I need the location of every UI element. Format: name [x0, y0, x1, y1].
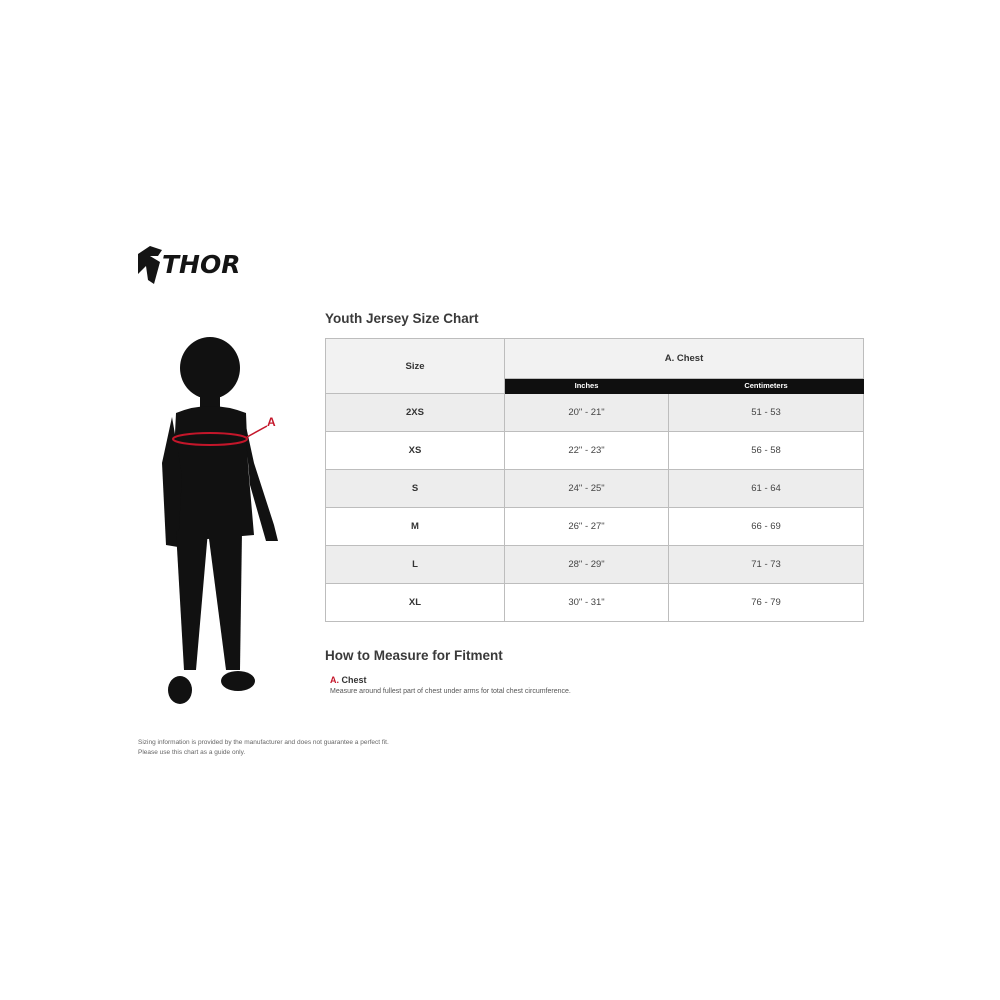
size-cell: L: [326, 546, 505, 584]
centimeters-column-header: Centimeters: [669, 378, 864, 393]
chest-column-header: A. Chest: [505, 339, 864, 379]
inches-cell: 22" - 23": [505, 432, 669, 470]
inches-column-header: Inches: [505, 378, 669, 393]
cm-cell: 71 - 73: [669, 546, 864, 584]
table-row: [326, 546, 864, 584]
disclaimer-line: Sizing information is provided by the manufacturer and does not guarantee a perfect fit.: [138, 739, 389, 746]
table-row: [326, 432, 864, 470]
size-column-header: Size: [326, 339, 505, 394]
cm-cell: 76 - 79: [669, 584, 864, 622]
size-cell: S: [326, 470, 505, 508]
marker-leader-line: [247, 426, 267, 437]
silhouette-body: [162, 337, 278, 704]
cm-cell: 51 - 53: [669, 394, 864, 432]
size-cell: XL: [326, 584, 505, 622]
measure-label-text: Chest: [341, 675, 367, 685]
size-cell: M: [326, 508, 505, 546]
table-row: [326, 508, 864, 546]
measure-title: How to Measure for Fitment: [325, 648, 503, 663]
size-table: [325, 338, 864, 622]
cm-cell: 66 - 69: [669, 508, 864, 546]
table-row: [326, 470, 864, 508]
inches-cell: 26" - 27": [505, 508, 669, 546]
inches-cell: 20" - 21": [505, 394, 669, 432]
child-silhouette: [150, 335, 290, 710]
size-cell: 2XS: [326, 394, 505, 432]
measure-letter: A.: [330, 675, 339, 685]
size-cell: XS: [326, 432, 505, 470]
cm-cell: 56 - 58: [669, 432, 864, 470]
logo-text: THOR: [162, 250, 241, 279]
table-row: [326, 394, 864, 432]
inches-cell: 30" - 31": [505, 584, 669, 622]
disclaimer: [138, 738, 389, 758]
disclaimer-line: Please use this chart as a guide only.: [138, 749, 246, 756]
chart-title: Youth Jersey Size Chart: [325, 311, 479, 326]
cm-cell: 61 - 64: [669, 470, 864, 508]
inches-cell: 28" - 29": [505, 546, 669, 584]
thor-logo: [136, 244, 270, 288]
marker-label: A: [267, 415, 276, 429]
table-row: [326, 584, 864, 622]
measure-description: Measure around fullest part of chest under arms for total chest circumference.: [330, 688, 571, 695]
measure-label: [330, 675, 367, 685]
inches-cell: 24" - 25": [505, 470, 669, 508]
